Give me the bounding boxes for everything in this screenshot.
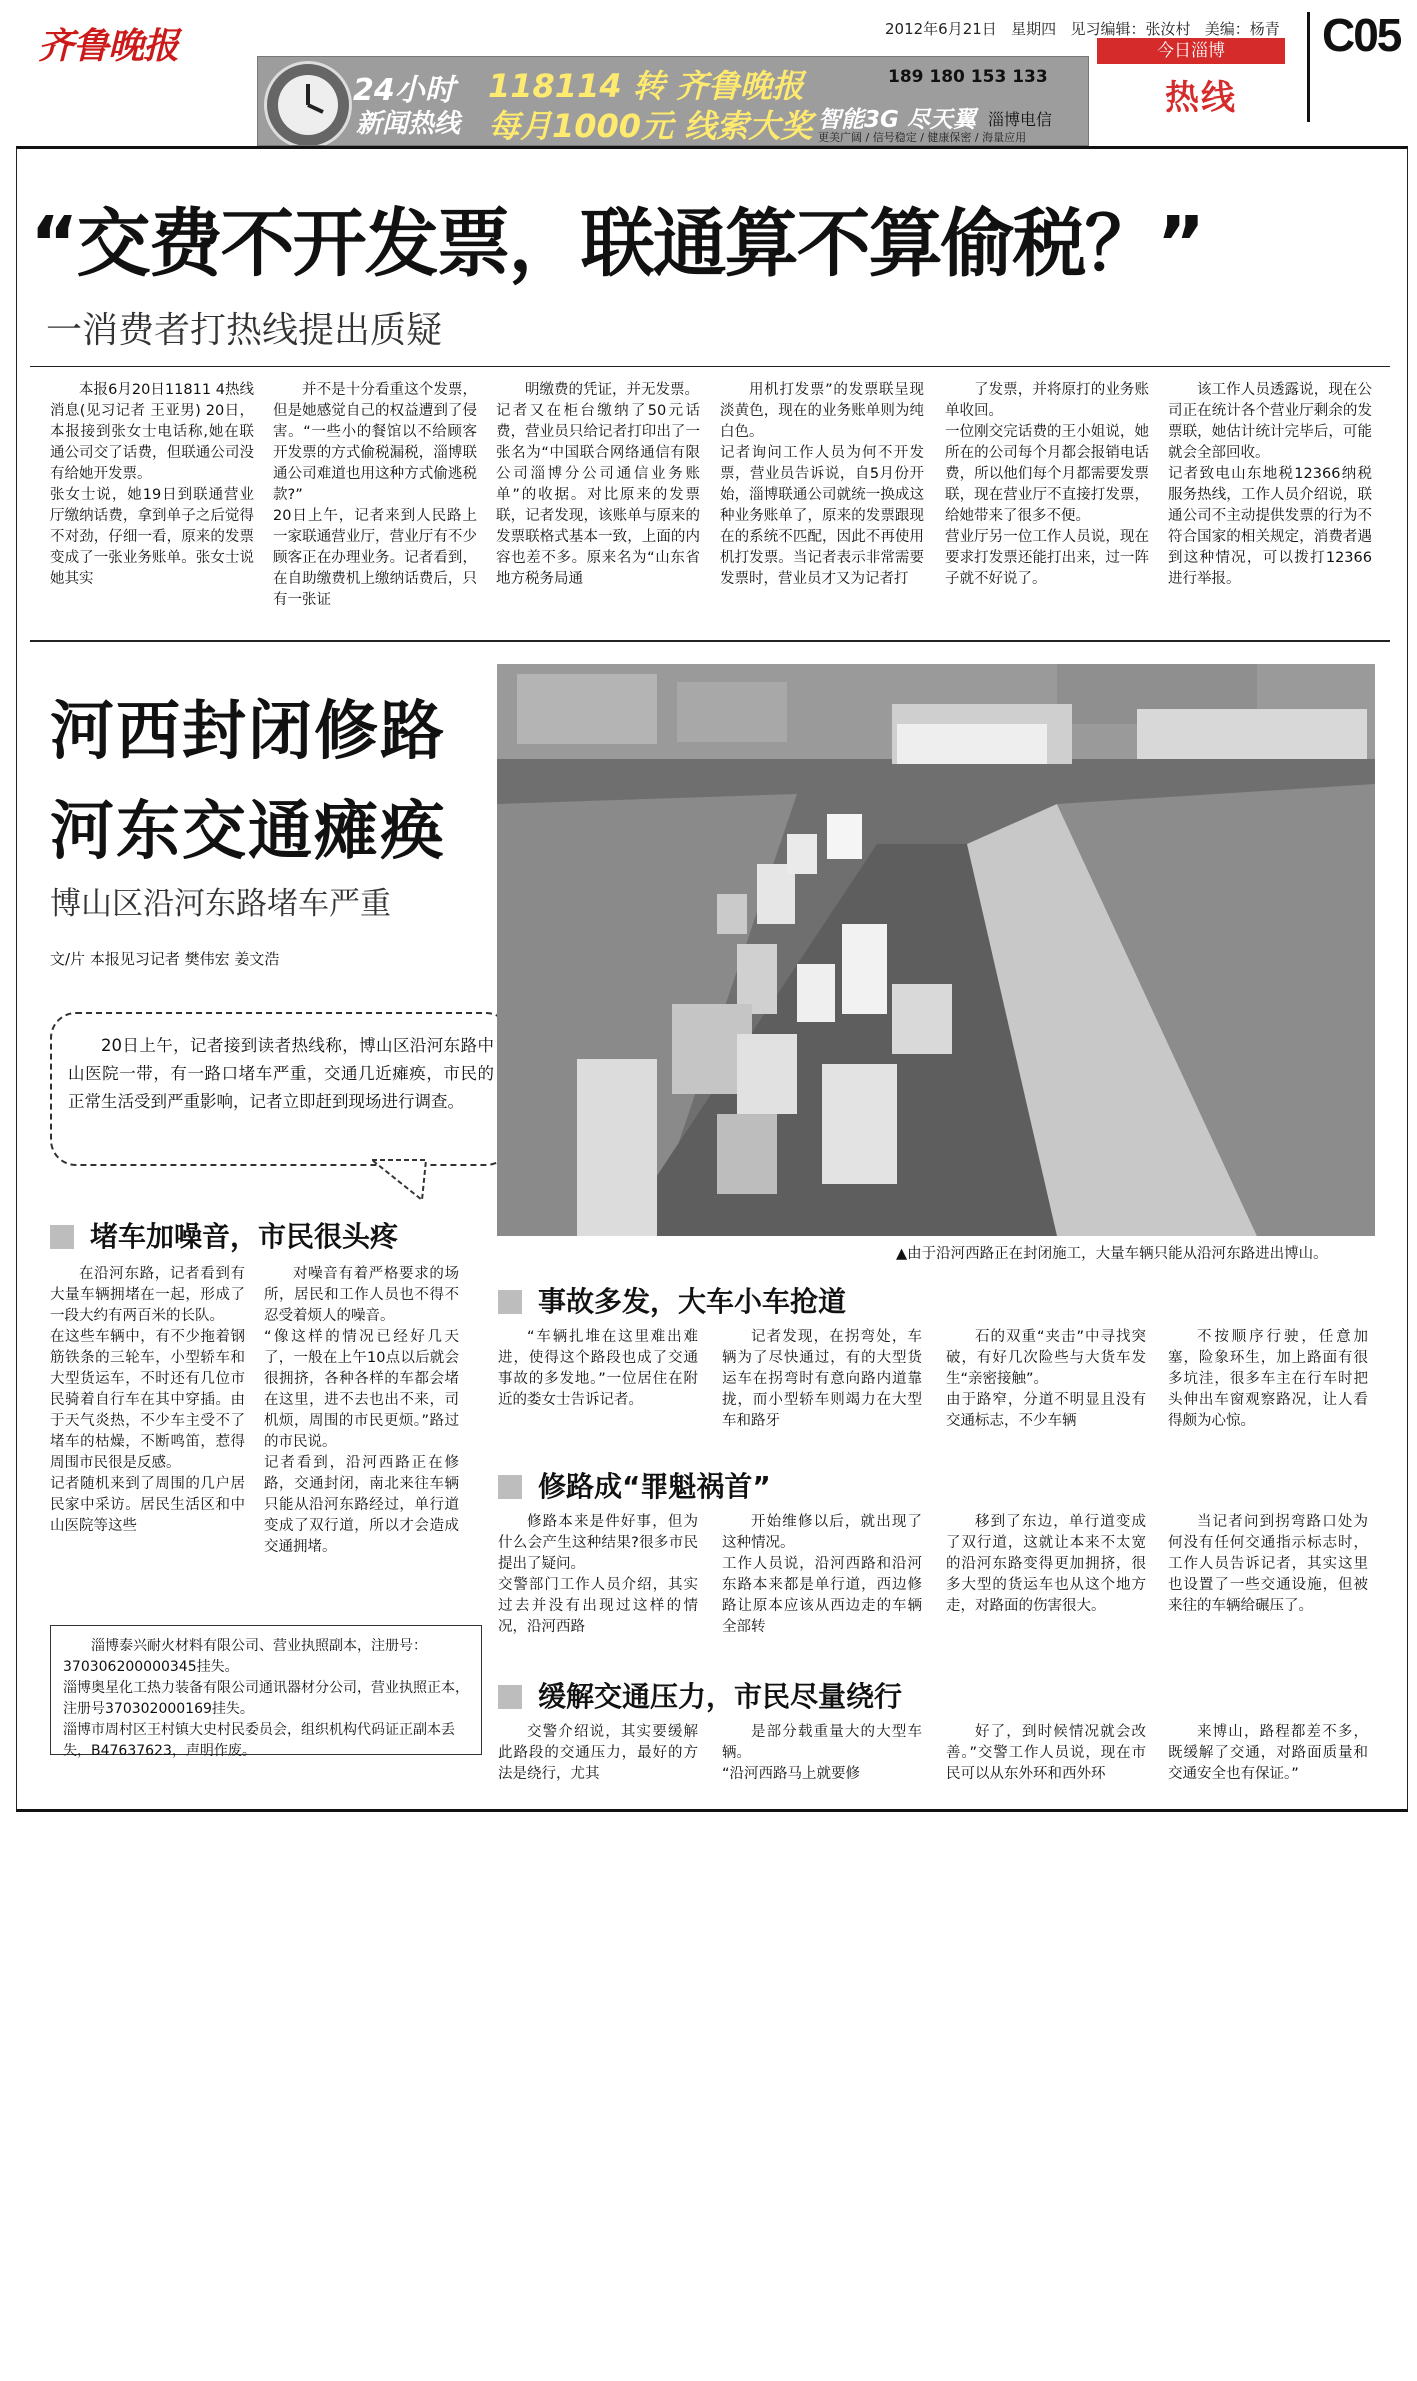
section2-col-4: 不按顺序行驶，任意加塞，险象环生，加上路面有很多坑洼，很多车主在行车时把头伸出车窗观察路况，让人看得颇为心惊。: [1168, 1329, 1368, 1429]
section3-col-4: 当记者问到拐弯路口处为何没有任何交通指示标志时，工作人员告诉记者，其实这里也设置了一些交通设施，但被来往的车辆给碾压了。: [1168, 1514, 1368, 1614]
section4-title: 缓解交通压力，市民尽量绕行: [538, 1680, 903, 1713]
article1-col-3: 明缴费的凭证，并无发票。 记者又在柜台缴纳了50元话费，营业员只给记者打印出了一张名为“中国联合网络通信有限公司淄博分公司通信业务账单”的收据。对比原来的发票联，记者发现，该账单与原来的发票联格式基本一致，上面的内容也差不多。原来名为“山东省地方税务局通: [496, 382, 700, 587]
photo-caption: ▲由于沿河西路正在封闭施工，大量车辆只能从沿河东路进出博山。: [896, 1246, 1328, 1262]
lost-notice-box: 淄博泰兴耐火材料有限公司、营业执照副本，注册号：370306200000345挂失。 淄博奥星化工热力装备有限公司通讯器材分公司，营业执照正本，注册号370302000169挂失。 淄博市周村区王村镇大史村民委员会，组织机构代码证正副本丢失，B47637623，声明作废。: [50, 1625, 482, 1755]
article1-col-5: 了发票，并将原打的业务账单收回。 一位刚交完话费的王小姐说，她所在的公司每个月都会报销电话费，所以他们每个月都需要发票联，现在营业厅不直接打发票，给她带来了很多不便。 营业厅另一位工作人员说，现在要求打发票还能打出来，过一阵子就不好说了。: [945, 382, 1149, 587]
section-tab: 今日淄博: [1097, 38, 1285, 64]
section4-col-1: 交警介绍说，其实要缓解此路段的交通压力，最好的方法是绕行，尤其: [498, 1724, 698, 1782]
banner-ad-text: 智能3G 尽天翼: [818, 107, 976, 133]
section2-col-2: 记者发现，在拐弯处，车辆为了尽快通过，有的大型货运车在拐弯时有意向路内道靠拢，而小型轿车则竭力在大型车和路牙: [722, 1329, 922, 1429]
page-number: C05: [1322, 9, 1401, 61]
speech-bubble-tail: [370, 1158, 430, 1204]
banner-phone: 189 180 153 133: [888, 67, 1048, 87]
article1-headline: “交费不开发票，联通算不算偷税？”: [30, 201, 1204, 287]
article2-headline-line2: 河东交通瘫痪: [50, 795, 446, 869]
section-name: 热线: [1165, 78, 1237, 118]
banner-slogans: 更美广阔 / 信号稳定 / 健康保密 / 海量应用: [818, 131, 1027, 144]
section2-col-1: “车辆扎堆在这里难出难进，使得这个路段也成了交通事故的多发地。”一位居住在附近的娄女士告诉记者。: [498, 1329, 698, 1408]
banner-24h: 24小时: [353, 73, 455, 108]
square-bullet-icon: [50, 1225, 74, 1249]
section4-col-3: 好了，到时候情况就会改善。”交警工作人员说，现在市民可以从东外环和西外环: [946, 1724, 1146, 1782]
banner-news-hotline: 新闻热线: [356, 109, 461, 139]
section4-col-2: 是部分载重量大的大型车辆。 “沿河西路马上就要修: [722, 1724, 922, 1782]
section3-heading: [498, 1465, 771, 1505]
section4-col-4: 来博山，路程都差不多，既缓解了交通，对路面质量和交通安全也有保证。”: [1168, 1724, 1368, 1782]
section1-col-1: 在沿河东路，记者看到有大量车辆拥堵在一起，形成了一段大约有两百米的长队。 在这些车辆中，有不少拖着钢筋铁条的三轮车，小型轿车和大型货运车，不时还有几位市民骑着自行车在其中穿插。由于天气炎热，不少车主受不了堵车的枯燥，不断鸣笛，惹得周围市民很是反感。 记者随机来到了周围的几户居民家中采访。居民生活区和中山医院等这些: [50, 1266, 245, 1534]
article1-col-2: 并不是十分看重这个发票，但是她感觉自己的权益遭到了侵害。“一些小的餐馆以不给顾客开发票的方式偷税漏税，淄博联通公司难道也用这种方式偷逃税款?” 20日上午，记者来到人民路上一家联通营业厅，营业厅有不少顾客正在办理业务。记者看到，在自助缴费机上缴纳话费后，只有一张证: [273, 382, 477, 608]
section3-title: 修路成“罪魁祸首”: [538, 1470, 771, 1503]
section1-heading: [50, 1215, 398, 1255]
banner-telecom: 淄博电信: [988, 110, 1053, 129]
section3-col-2: 开始维修以后，就出现了这种情况。 工作人员说，沿河西路和沿河东路本来都是单行道，西边修路让原本应该从西边走的车辆全部转: [722, 1514, 922, 1635]
divider: [30, 640, 1390, 642]
section4-heading: [498, 1675, 902, 1715]
section1-title: 堵车加噪音，市民很头疼: [90, 1220, 399, 1253]
section2-title: 事故多发，大车小车抢道: [538, 1285, 847, 1318]
article2-byline: 文/片 本报见习记者 樊伟宏 姜文浩: [50, 950, 280, 968]
traffic-jam-photo: [497, 664, 1375, 1236]
section3-col-1: 修路本来是件好事，但为什么会产生这种结果?很多市民提出了疑问。 交警部门工作人员介绍，其实过去并没有出现过这样的情况，沿河西路: [498, 1514, 698, 1635]
banner-promo-2: 每月1000元 线索大奖: [488, 107, 813, 145]
article2-subhead: 博山区沿河东路堵车严重: [50, 886, 391, 922]
article2-headline-line1: 河西封闭修路: [50, 695, 446, 769]
dateline: [885, 18, 1280, 39]
section2-heading: [498, 1280, 846, 1320]
date: 2012年6月21日: [885, 20, 997, 38]
designer: 美编：杨青: [1204, 20, 1280, 38]
banner-promo-1: 118114 转 齐鲁晚报: [488, 67, 804, 105]
header-divider: [1307, 12, 1310, 122]
section2-col-3: 石的双重“夹击”中寻找突破，有好几次险些与大货车发生“亲密接触”。 由于路窄，分道不明显且没有交通标志，不少车辆: [946, 1329, 1146, 1429]
alarm-clock-icon: [264, 61, 352, 146]
weekday: 星期四: [1011, 20, 1057, 38]
hotline-banner: [257, 56, 1089, 146]
article1-subhead: 一消费者打热线提出质疑: [46, 310, 443, 351]
article1-col-4: 用机打发票”的发票联呈现淡黄色，现在的业务账单则为纯白色。 记者询问工作人员为何不开发票，营业员告诉说，自5月份开始，淄博联通公司就统一换成这种业务账单了，原来的发票跟现在的系统不匹配，因此不再使用机打发票。当记者表示非常需要发票时，营业员才又为记者打: [720, 382, 924, 587]
section1-col-2: 对噪音有着严格要求的场所，居民和工作人员也不得不忍受着烦人的噪音。 “像这样的情况已经好几天了，一般在上午10点以后就会很拥挤，各种各样的车都会堵在这里，进不去也出不来，司机烦，周围的市民更烦。”路过的市民说。 记者看到，沿河西路正在修路，交通封闭，南北来往车辆只能从沿河东路经过，单行道变成了双行道，所以才会造成交通拥堵。: [264, 1266, 459, 1555]
square-bullet-icon: [498, 1685, 522, 1709]
masthead-logo: 齐鲁晚报: [38, 25, 179, 67]
editor: 见习编辑：张汝村: [1070, 20, 1191, 38]
divider: [30, 366, 1390, 367]
article1-col-1: 本报6月20日11811 4热线消息(见习记者 王亚男) 20日，本报接到张女士电话称,她在联通公司交了话费，但联通公司没有给她开发票。 张女士说，她19日到联通营业厅缴纳话费，拿到单子之后觉得不对劲，仔细一看，原来的发票变成了一张业务账单。张女士说她其实: [50, 382, 254, 587]
section3-col-3: 移到了东边，单行道变成了双行道，这就让本来不太宽的沿河东路变得更加拥挤，很多大型的货运车也从这个地方走，对路面的伤害很大。: [946, 1514, 1146, 1614]
square-bullet-icon: [498, 1475, 522, 1499]
article2-lead: 20日上午，记者接到读者热线称，博山区沿河东路中山医院一带，有一路口堵车严重，交通几近瘫痪，市民的正常生活受到严重影响，记者立即赶到现场进行调查。: [68, 1036, 494, 1111]
square-bullet-icon: [498, 1290, 522, 1314]
article1-col-6: 该工作人员透露说，现在公司正在统计各个营业厅剩余的发票联，她估计统计完毕后，可能就会全部回收。 记者致电山东地税12366纳税服务热线，工作人员介绍说，联通公司不主动提供发票的行为不符合国家的相关规定，消费者遇到这种情况，可以拨打12366进行举报。: [1168, 382, 1372, 587]
